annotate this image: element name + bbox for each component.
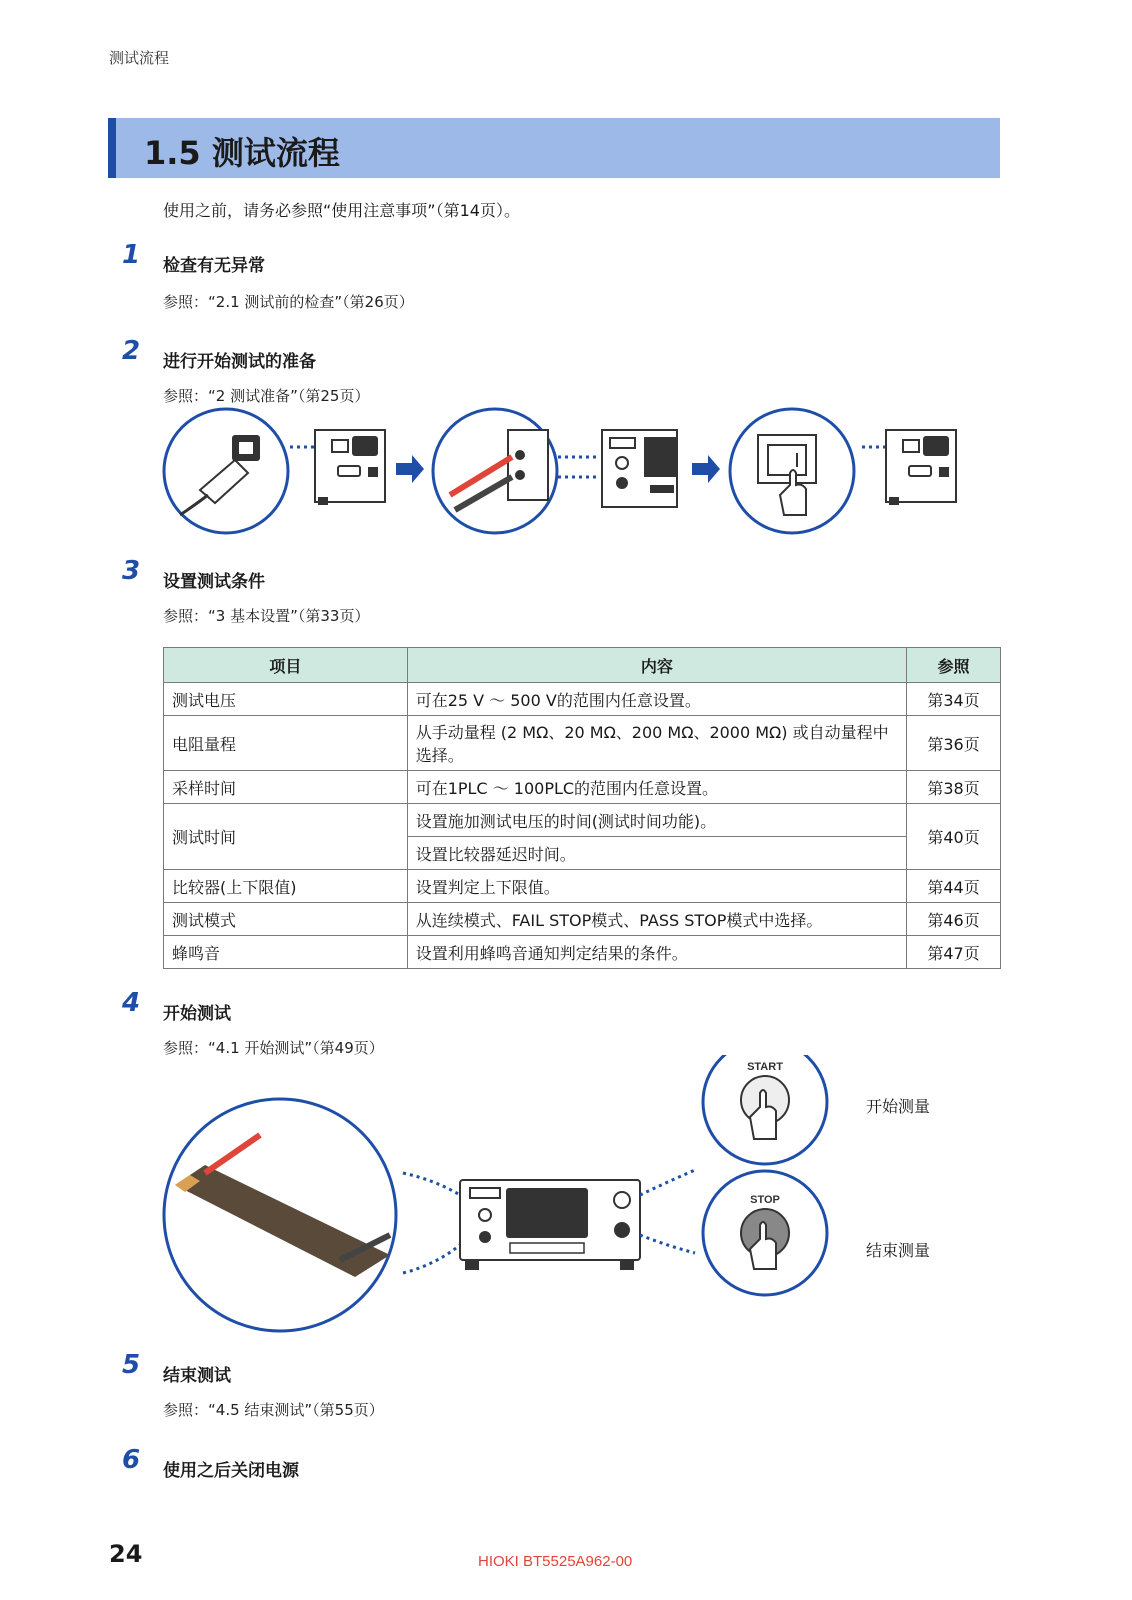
step-reference: 参照：“4.1 开始测试”（第49页） — [163, 1039, 384, 1057]
power-cord-icon — [164, 409, 288, 533]
page-ref-cell: 第46页 — [907, 903, 1001, 936]
step-reference: 参照：“2 测试准备”（第25页） — [163, 387, 370, 405]
content-cell: 可在25 V ～ 500 V的范围内任意设置。 — [407, 683, 906, 716]
preparation-figure — [160, 405, 990, 540]
step-number: 3 — [122, 556, 141, 586]
page-ref-cell: 第36页 — [907, 716, 1001, 771]
step-number: 5 — [122, 1350, 141, 1380]
step-title: 进行开始测试的准备 — [163, 352, 316, 372]
step-reference: 参照：“2.1 测试前的检查”（第26页） — [163, 293, 414, 311]
item-cell: 电阻量程 — [164, 716, 408, 771]
page-ref-cell: 第47页 — [907, 936, 1001, 969]
step-title: 开始测试 — [163, 1004, 231, 1024]
stop-measure-label: 结束测量 — [866, 1241, 931, 1260]
step-title: 检查有无异常 — [163, 256, 265, 276]
start-key-label: START — [747, 1061, 783, 1073]
page-number: 24 — [109, 1540, 143, 1568]
step-number: 6 — [122, 1445, 141, 1475]
step-reference: 参照：“3 基本设置”（第33页） — [163, 607, 370, 625]
table-row — [164, 804, 1001, 837]
table-row — [164, 870, 1001, 903]
page-ref-cell: 第38页 — [907, 771, 1001, 804]
table-row — [164, 716, 1001, 771]
column-header: 项目 — [164, 648, 408, 683]
content-cell: 设置施加测试电压的时间(测试时间功能)。 — [407, 804, 906, 837]
section-title-bar — [108, 118, 1000, 178]
test-sample-icon — [164, 1099, 396, 1331]
item-cell: 测试模式 — [164, 903, 408, 936]
item-cell: 比较器(上下限值) — [164, 870, 408, 903]
content-cell: 设置判定上下限值。 — [407, 870, 906, 903]
item-cell: 测试时间 — [164, 804, 408, 870]
start-measure-label: 开始测量 — [866, 1097, 931, 1116]
arrow-right-icon — [692, 455, 720, 483]
step-number: 1 — [122, 240, 141, 270]
table-row — [164, 771, 1001, 804]
step-reference: 参照：“4.5 结束测试”（第55页） — [163, 1401, 384, 1419]
table-row — [164, 936, 1001, 969]
content-cell: 设置利用蜂鸣音通知判定结果的条件。 — [407, 936, 906, 969]
content-cell: 从连续模式、FAIL STOP模式、PASS STOP模式中选择。 — [407, 903, 906, 936]
test-lead-icon — [433, 409, 557, 533]
power-switch-icon — [730, 409, 854, 533]
table-header-row — [164, 648, 1001, 683]
table-row — [164, 903, 1001, 936]
item-cell: 采样时间 — [164, 771, 408, 804]
rear-panel-icon — [886, 430, 956, 505]
rear-panel-icon — [315, 430, 385, 505]
step-title: 使用之后关闭电源 — [163, 1461, 299, 1481]
content-cell: 设置比较器延迟时间。 — [407, 837, 906, 870]
stop-key-label: STOP — [750, 1194, 780, 1206]
step-number: 2 — [122, 336, 141, 366]
content-cell: 可在1PLC ～ 100PLC的范围内任意设置。 — [407, 771, 906, 804]
step-title: 结束测试 — [163, 1366, 231, 1386]
content-cell: 从手动量程 (2 MΩ、20 MΩ、200 MΩ、2000 MΩ) 或自动量程中选择。 — [407, 716, 906, 771]
step-title: 设置测试条件 — [163, 572, 265, 592]
front-panel-icon — [602, 430, 677, 507]
arrow-right-icon — [396, 455, 424, 483]
stop-key-icon — [703, 1171, 827, 1295]
test-conditions-table — [163, 647, 1001, 969]
page-ref-cell: 第34页 — [907, 683, 1001, 716]
page-ref-cell: 第40页 — [907, 804, 1001, 870]
table-row — [164, 683, 1001, 716]
column-header: 内容 — [407, 648, 906, 683]
instrument-front-icon — [460, 1180, 640, 1270]
column-header: 参照 — [907, 648, 1001, 683]
step-number: 4 — [122, 988, 141, 1018]
item-cell: 蜂鸣音 — [164, 936, 408, 969]
section-title: 1.5 测试流程 — [144, 134, 340, 172]
intro-text: 使用之前，请务必参照“使用注意事项”（第14页）。 — [163, 201, 520, 220]
page-ref-cell: 第44页 — [907, 870, 1001, 903]
start-key-icon — [703, 1055, 827, 1164]
running-header: 测试流程 — [109, 49, 170, 67]
start-test-figure — [160, 1055, 860, 1335]
item-cell: 测试电压 — [164, 683, 408, 716]
footer-doc-id: HIOKI BT5525A962-00 — [478, 1553, 633, 1570]
